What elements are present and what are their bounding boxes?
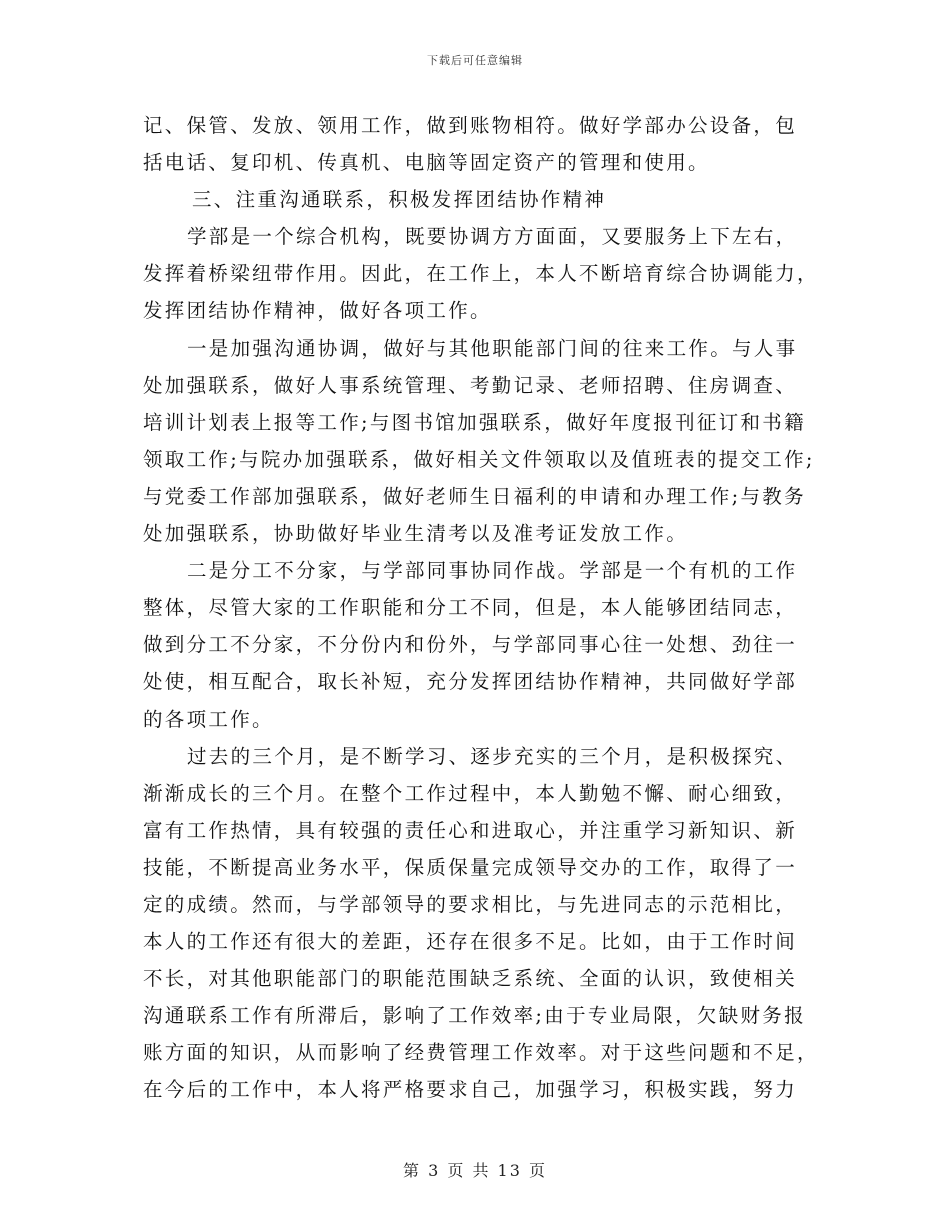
text-line: 富有工作热情，具有较强的责任心和进取心，并注重学习新知识、新 [143,818,798,842]
text-line: 过去的三个月，是不断学习、逐步充实的三个月，是积极探究、 [187,744,798,768]
text-line: 处加强联系，协助做好毕业生清考以及准考证发放工作。 [143,522,689,546]
text-line: 与党委工作部加强联系，做好老师生日福利的申请和办理工作;与教务 [143,484,806,508]
text-line: 括电话、复印机、传真机、电脑等固定资产的管理和使用。 [143,151,710,175]
text-line: 技能，不断提高业务水平，保质保量完成领导交办的工作，取得了一 [143,855,798,879]
text-line: 二是分工不分家，与学部同事协同作战。学部是一个有机的工作 [187,559,798,583]
text-line: 整体，尽管大家的工作职能和分工不同，但是，本人能够团结同志， [143,596,798,620]
text-line: 处使，相互配合，取长补短，充分发挥团结协作精神，共同做好学部 [143,670,798,694]
text-line: 发挥着桥梁纽带作用。因此，在工作上，本人不断培育综合协调能力， [143,262,819,286]
text-line: 定的成绩。然而，与学部领导的要求相比，与先进同志的示范相比， [143,892,798,916]
text-line: 渐渐成长的三个月。在整个工作过程中，本人勤勉不懈、耐心细致， [143,781,798,805]
text-line: 的各项工作。 [143,707,274,731]
text-line: 账方面的知识，从而影响了经费管理工作效率。对于这些问题和不足， [143,1041,819,1065]
page-header: 下载后可任意编辑 [427,54,523,67]
document-body [143,107,819,1109]
text-line: 处加强联系，做好人事系统管理、考勤记录、老师招聘、住房调查、 [143,373,798,397]
text-line: 在今后的工作中，本人将严格要求自己，加强学习，积极实践，努力 [143,1078,798,1102]
text-line: 领取工作;与院办加强联系，做好相关文件领取以及值班表的提交工作; [143,447,815,471]
section-heading: 三、注重沟通联系，积极发挥团结协作精神 [192,188,607,212]
text-line: 记、保管、发放、领用工作，做到账物相符。做好学部办公设备，包 [143,114,798,137]
text-line: 学部是一个综合机构，既要协调方方面面，又要服务上下左右， [187,225,798,249]
text-line: 发挥团结协作精神，做好各项工作。 [143,299,492,323]
text-line: 本人的工作还有很大的差距，还存在很多不足。比如，由于工作时间 [143,930,798,954]
text-line: 一是加强沟通协调，做好与其他职能部门间的往来工作。与人事 [187,336,798,360]
text-line: 做到分工不分家，不分份内和份外，与学部同事心往一处想、劲往一 [143,633,798,657]
text-line: 不长，对其他职能部门的职能范围缺乏系统、全面的认识，致使相关 [143,967,798,991]
page-number-footer: 第 3 页 共 13 页 [403,1161,547,1180]
text-line: 培训计划表上报等工作;与图书馆加强联系，做好年度报刊征订和书籍 [143,410,806,434]
text-line: 沟通联系工作有所滞后，影响了工作效率;由于专业局限，欠缺财务报 [143,1004,806,1028]
